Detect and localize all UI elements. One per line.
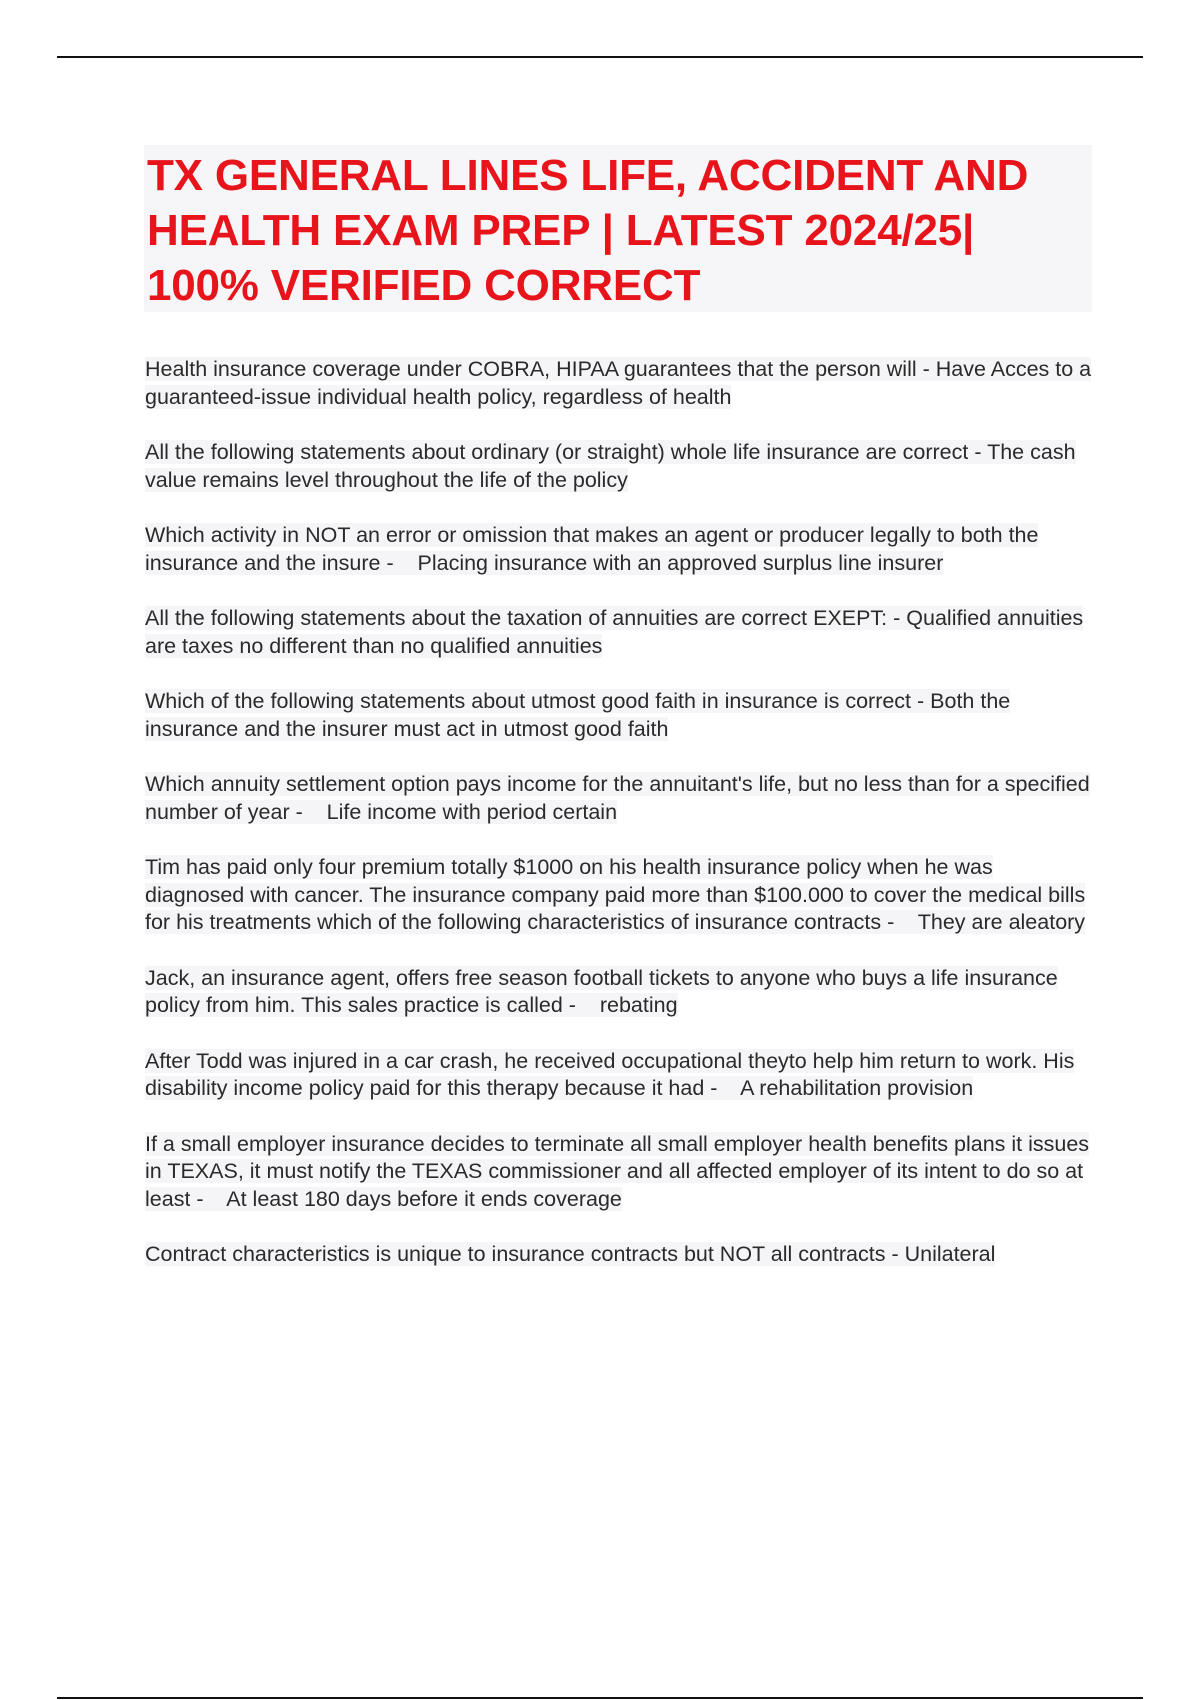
question-text: Tim has paid only four premium totally $1000 on his health insurance policy when he was diagnosed with cancer. The insurance company paid more than $100.000 to cover the medical bills for his treatments which of the following characteristics of insurance contracts: [145, 855, 1086, 934]
qa-item: Which of the following statements about utmost good faith in insurance is correct - Both the insurance and the insurer must act in utmost good faith: [145, 689, 1011, 741]
qa-item: Contract characteristics is unique to insurance contracts but NOT all contracts - Unilateral: [145, 1242, 996, 1266]
question-text: Which of the following statements about utmost good faith in insurance is correct: [145, 689, 912, 713]
answer-text: Have Acces to a guaranteed-issue individual health policy, regardless of health: [145, 357, 1092, 409]
answer-text: Unilateral: [904, 1242, 996, 1266]
qa-item: Which annuity settlement option pays income for the annuitant's life, but no less than for a specified number of year - Life income with period certain: [145, 772, 1090, 824]
answer-text: At least 180 days before it ends coverage: [226, 1186, 622, 1211]
question-text: Which annuity settlement option pays income for the annuitant's life, but no less than for a specified number of year: [145, 772, 1090, 824]
qa-item: Which activity in NOT an error or omission that makes an agent or producer legally to both the insurance and the insure - Placing insurance with an approved surplus line insurer: [145, 523, 1039, 575]
qa-item: All the following statements about ordinary (or straight) whole life insurance are correct - The cash value remains level throughout the life of the policy: [145, 440, 1076, 492]
answer-text: Life income with period certain: [326, 799, 618, 824]
question-text: Contract characteristics is unique to insurance contracts but NOT all contracts: [145, 1242, 886, 1266]
answer-text: rebating: [599, 993, 678, 1017]
question-text: All the following statements about the taxation of annuities are correct EXEPT:: [145, 606, 888, 630]
question-text: All the following statements about ordinary (or straight) whole life insurance are correct: [145, 440, 969, 464]
footer-rule: [57, 1697, 1143, 1699]
qa-item: Jack, an insurance agent, offers free season football tickets to anyone who buys a life insurance policy from him. This sales practice is called - rebating: [145, 965, 1058, 1017]
header-rule: [57, 56, 1143, 58]
qa-item: All the following statements about the taxation of annuities are correct EXEPT: - Qualified annuities are taxes no different than no qualified annuities: [145, 606, 1084, 658]
qa-item: Health insurance coverage under COBRA, HIPAA guarantees that the person will - Have Acces to a guaranteed-issue individual health policy, regardless of health: [145, 357, 1092, 409]
answer-text: They are aleatory: [917, 910, 1086, 934]
answer-text: Both the insurance and the insurer must act in utmost good faith: [145, 689, 1011, 741]
qa-item: After Todd was injured in a car crash, he received occupational theyto help him return to work. His disability income policy paid for this therapy because it had - A rehabilitation provision: [145, 1048, 1075, 1100]
answer-text: Qualified annuities are taxes no different than no qualified annuities: [145, 606, 1084, 658]
title-block: [144, 145, 1092, 312]
question-text: Health insurance coverage under COBRA, HIPAA guarantees that the person will: [145, 357, 917, 381]
question-text: If a small employer insurance decides to terminate all small employer health benefits plans it issues in TEXAS, it must notify the TEXAS commissioner and all affected employer of its intent to do so at least: [145, 1131, 1090, 1211]
question-text: After Todd was injured in a car crash, he received occupational theyto help him return to work. His disability income policy paid for this therapy because it had: [145, 1048, 1075, 1100]
question-text: Jack, an insurance agent, offers free season football tickets to anyone who buys a life insurance policy from him. This sales practice is called: [145, 965, 1058, 1017]
answer-text: A rehabilitation provision: [740, 1076, 974, 1100]
qa-item: If a small employer insurance decides to terminate all small employer health benefits plans it issues in TEXAS, it must notify the TEXAS commissioner and all affected employer of its intent to do so at least - At least 180 days before it ends coverage: [145, 1131, 1090, 1211]
answer-text: Placing insurance with an approved surplus line insurer: [417, 550, 944, 575]
answer-text: The cash value remains level throughout the life of the policy: [145, 440, 1076, 492]
qa-list: [145, 356, 1095, 1297]
question-text: Which activity in NOT an error or omission that makes an agent or producer legally to both the insurance and the insure: [145, 523, 1039, 575]
qa-item: Tim has paid only four premium totally $1000 on his health insurance policy when he was diagnosed with cancer. The insurance company paid more than $100.000 to cover the medical bills for his treatments which of the following characteristics of insurance contracts - They are aleatory: [145, 855, 1086, 934]
document-title: TX GENERAL LINES LIFE, ACCIDENT AND HEALTH EXAM PREP | LATEST 2024/25| 100% VERIFIED CORRECT: [147, 151, 1029, 310]
